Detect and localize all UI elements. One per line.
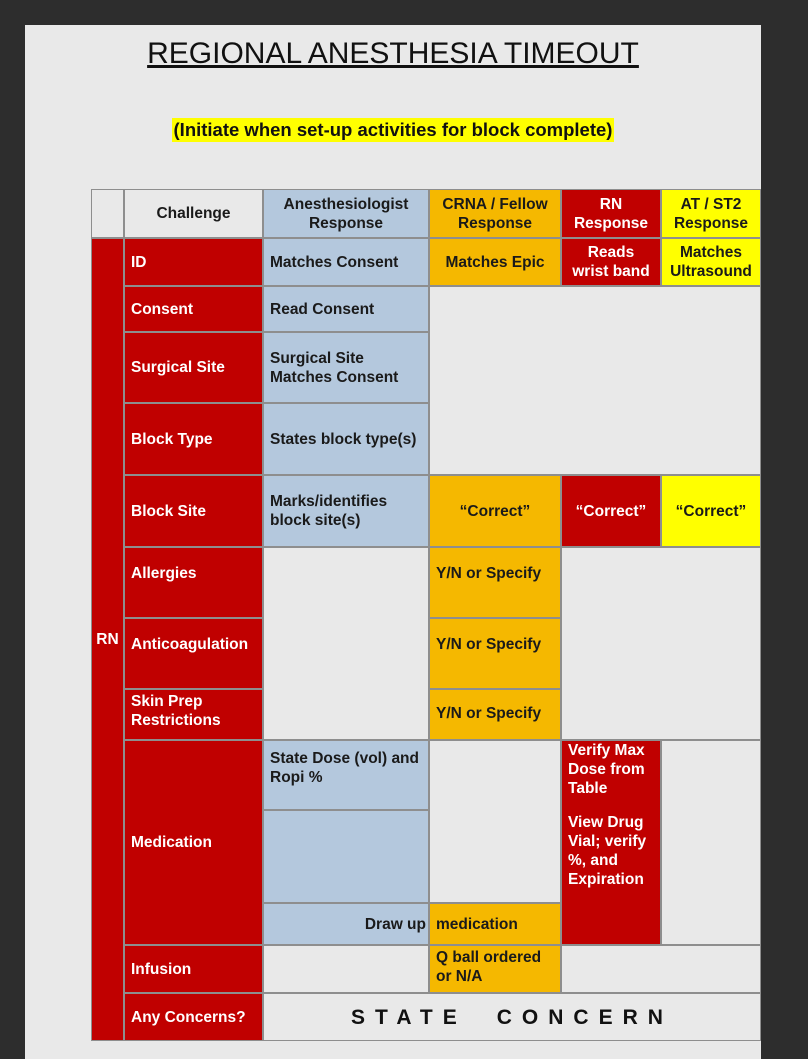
subtitle: (Initiate when set-up activities for block complete) <box>173 119 613 140</box>
rn-side-label: RN <box>91 238 124 1041</box>
challenge-block-site: Block Site <box>124 475 263 547</box>
id-rn: Reads wrist band <box>561 238 661 286</box>
infusion-anesthesiologist-blank <box>263 945 429 993</box>
empty-region-allergies-right <box>561 547 761 740</box>
challenge-concerns: Any Concerns? <box>124 993 263 1041</box>
header-at: AT / ST2 Response <box>661 189 761 238</box>
medication-rn-view-vial: View Drug Vial; verify %, and Expiration <box>561 811 661 945</box>
empty-anesthesiologist-allergies <box>263 547 429 740</box>
draw-up-medication: medication <box>429 903 561 945</box>
infusion-right-blank <box>561 945 761 993</box>
state-word: STATE <box>351 1005 467 1029</box>
medication-anesthesiologist-blank <box>263 810 429 903</box>
concern-word: CONCERN <box>496 1005 673 1029</box>
challenge-surgical-site: Surgical Site <box>124 332 263 403</box>
block-type-anesthesiologist: States block type(s) <box>263 403 429 475</box>
block-site-crna: “Correct” <box>429 475 561 547</box>
header-rn: RN Response <box>561 189 661 238</box>
header-crna: CRNA / Fellow Response <box>429 189 561 238</box>
challenge-consent: Consent <box>124 286 263 332</box>
medication-rn-verify: Verify Max Dose from Table <box>561 740 661 811</box>
challenge-anticoagulation: Anticoagulation <box>124 618 263 689</box>
header-corner-1 <box>91 189 124 238</box>
challenge-allergies: Allergies <box>124 547 263 618</box>
challenge-skin-prep: Skin Prep Restrictions <box>124 689 263 740</box>
id-crna: Matches Epic <box>429 238 561 286</box>
medication-at-blank <box>661 740 761 945</box>
challenge-id: ID <box>124 238 263 286</box>
medication-crna-blank <box>429 740 561 903</box>
page-title: REGIONAL ANESTHESIA TIMEOUT <box>147 37 639 70</box>
block-site-anesthesiologist: Marks/identifies block site(s) <box>263 475 429 547</box>
block-site-rn: “Correct” <box>561 475 661 547</box>
header-anesthesiologist: Anesthesiologist Response <box>263 189 429 238</box>
timeout-table <box>91 189 761 1041</box>
challenge-medication: Medication <box>124 740 263 945</box>
anticoagulation-crna: Y/N or Specify <box>429 618 561 689</box>
consent-anesthesiologist: Read Consent <box>263 286 429 332</box>
challenge-infusion: Infusion <box>124 945 263 993</box>
header-challenge: Challenge <box>124 189 263 238</box>
skin-prep-crna: Y/N or Specify <box>429 689 561 740</box>
allergies-crna: Y/N or Specify <box>429 547 561 618</box>
challenge-block-type: Block Type <box>124 403 263 475</box>
state-concern <box>263 993 761 1041</box>
timeout-sheet <box>25 25 761 1059</box>
block-site-at: “Correct” <box>661 475 761 547</box>
id-anesthesiologist: Matches Consent <box>263 238 429 286</box>
infusion-crna: Q ball ordered or N/A <box>429 945 561 993</box>
id-at: Matches Ultrasound <box>661 238 761 286</box>
medication-anesthesiologist: State Dose (vol) and Ropi % <box>263 740 429 810</box>
surgical-site-anesthesiologist: Surgical Site Matches Consent <box>263 332 429 403</box>
draw-up-label: Draw up <box>263 903 429 945</box>
empty-region-consent-blocktype <box>429 286 761 475</box>
